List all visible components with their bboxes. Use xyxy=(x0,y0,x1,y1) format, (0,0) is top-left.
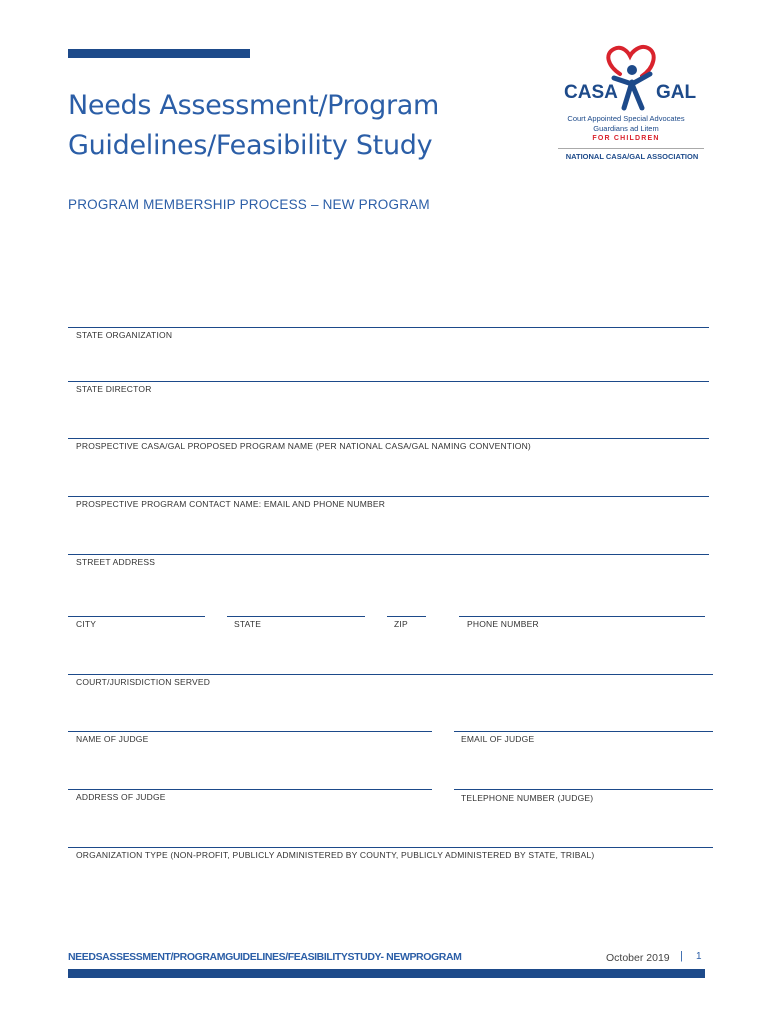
judge-phone-label: TELEPHONE NUMBER (JUDGE) xyxy=(461,793,594,803)
header-accent-bar xyxy=(68,49,250,58)
title-line-1: Needs Assessment/Program xyxy=(68,90,439,121)
zip-line[interactable] xyxy=(387,616,426,617)
state-organization-line[interactable] xyxy=(68,327,709,328)
logo-word-gal: GAL xyxy=(656,82,697,103)
judge-phone-line[interactable] xyxy=(454,789,713,790)
logo-word-casa: CASA xyxy=(564,82,618,103)
zip-label: ZIP xyxy=(394,619,408,629)
court-line[interactable] xyxy=(68,674,713,675)
judge-email-label: EMAIL OF JUDGE xyxy=(461,734,535,744)
logo-tagline-3: FOR CHILDREN xyxy=(592,135,660,142)
logo-tagline-1: Court Appointed Special Advocates xyxy=(567,114,685,123)
street-address-line[interactable] xyxy=(68,554,709,555)
state-line[interactable] xyxy=(227,616,365,617)
footer-separator: | xyxy=(680,950,683,962)
program-name-line[interactable] xyxy=(68,438,709,439)
state-director-line[interactable] xyxy=(68,381,709,382)
footer-date: October 2019 xyxy=(606,952,670,964)
title-line-2: Guidelines/Feasibility Study xyxy=(68,130,433,161)
org-type-label: ORGANIZATION TYPE (NON-PROFIT, PUBLICLY ADMINISTERED BY COUNTY, PUBLICLY ADMINISTERED BY STATE, TRIBAL) xyxy=(76,850,595,860)
state-label: STATE xyxy=(234,619,262,629)
org-type-line[interactable] xyxy=(68,847,713,848)
contact-label: PROSPECTIVE PROGRAM CONTACT NAME: EMAIL AND PHONE NUMBER xyxy=(76,499,386,509)
page-number: 1 xyxy=(696,951,702,962)
logo-tagline-2: Guardians ad Litem xyxy=(593,124,659,133)
program-name-label: PROSPECTIVE CASA/GAL PROPOSED PROGRAM NAME (PER NATIONAL CASA/GAL NAMING CONVENTION) xyxy=(76,441,531,451)
contact-line[interactable] xyxy=(68,496,709,497)
city-line[interactable] xyxy=(68,616,205,617)
street-address-label: STREET ADDRESS xyxy=(76,557,156,567)
state-director-label: STATE DIRECTOR xyxy=(76,384,152,394)
judge-email-line[interactable] xyxy=(454,731,713,732)
court-label: COURT/JURISDICTION SERVED xyxy=(76,677,211,687)
footer-accent-bar xyxy=(68,969,705,978)
state-organization-label: STATE ORGANIZATION xyxy=(76,330,173,340)
phone-line[interactable] xyxy=(459,616,705,617)
judge-address-label: ADDRESS OF JUDGE xyxy=(76,792,166,802)
judge-name-line[interactable] xyxy=(68,731,432,732)
judge-name-label: NAME OF JUDGE xyxy=(76,734,149,744)
casa-gal-logo xyxy=(556,44,708,168)
judge-address-line[interactable] xyxy=(68,789,432,790)
footer-document-name: NEEDSASSESSMENT/PROGRAMGUIDELINES/FEASIBILITYSTUDY- NEWPROGRAM xyxy=(68,951,462,963)
document-title xyxy=(68,86,439,166)
phone-label: PHONE NUMBER xyxy=(467,619,539,629)
logo-divider xyxy=(558,148,704,149)
logo-association: NATIONAL CASA/GAL ASSOCIATION xyxy=(565,152,699,161)
document-subtitle: PROGRAM MEMBERSHIP PROCESS – NEW PROGRAM xyxy=(68,197,430,212)
city-label: CITY xyxy=(76,619,97,629)
